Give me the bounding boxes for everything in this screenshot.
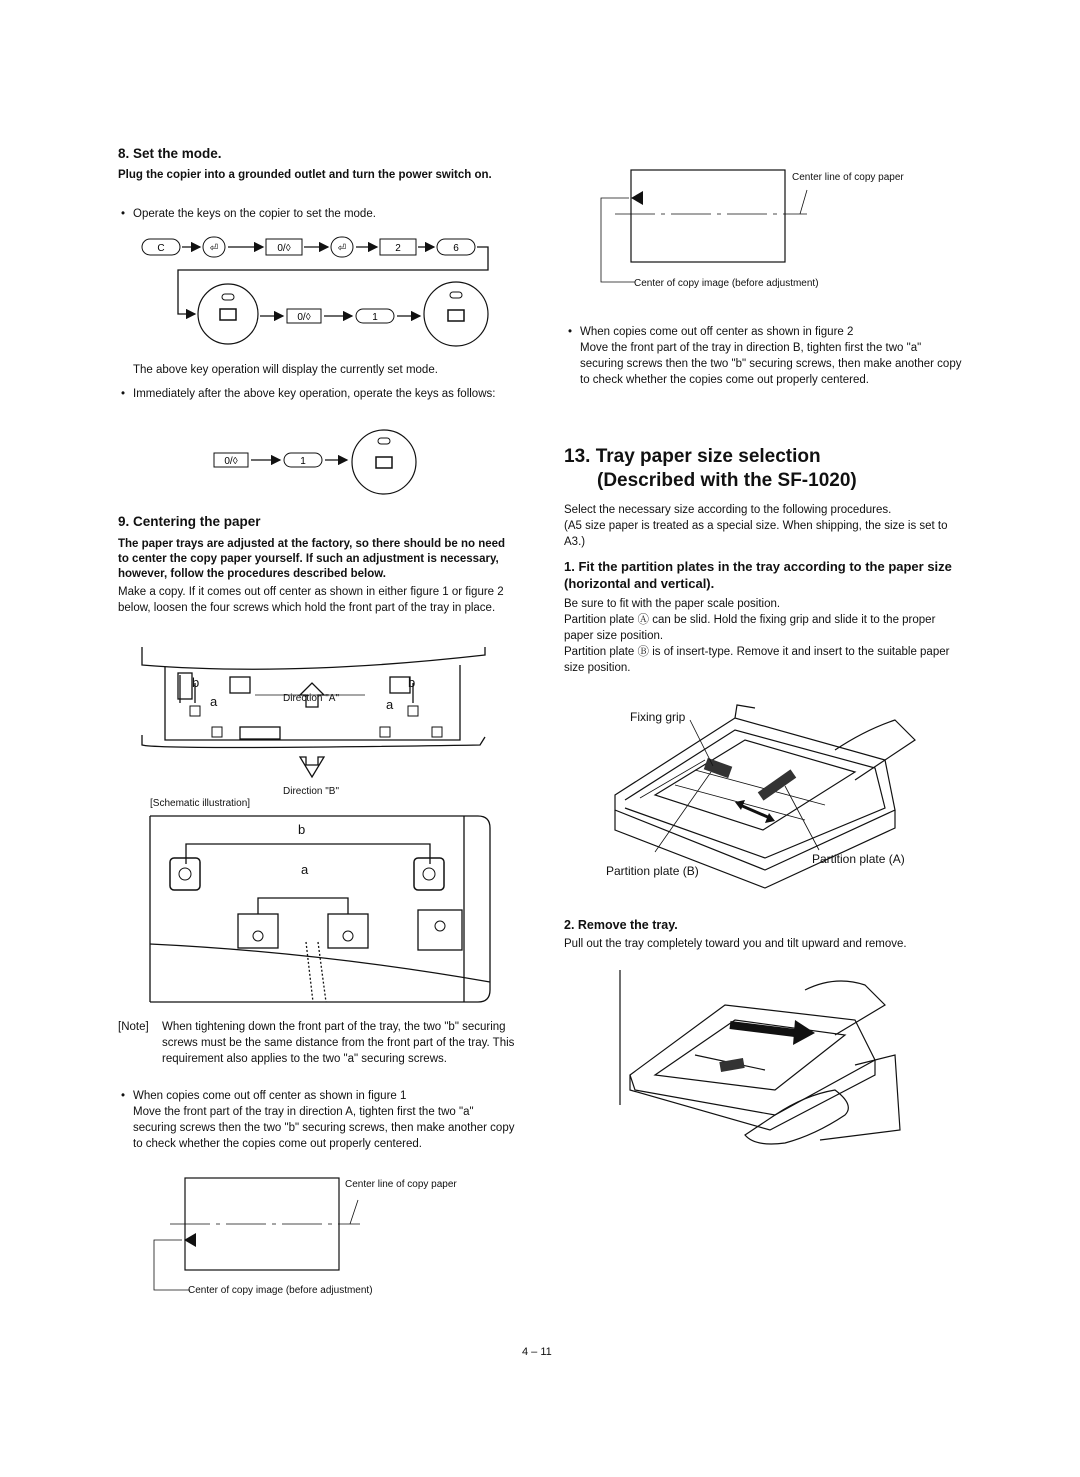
remove-tray-illustration <box>605 965 905 1150</box>
key-6: 6 <box>453 243 459 254</box>
note-label: [Note] <box>118 1021 149 1033</box>
step-2-heading: 2. Remove the tray. <box>564 918 678 932</box>
figure-1-bullet: • When copies come out off center as shown in figure 1 <box>133 1088 518 1104</box>
svg-text:1: 1 <box>300 456 306 467</box>
schematic-diagram <box>148 814 493 1004</box>
direction-a-label: Direction "A" <box>283 693 340 704</box>
figure-2-center-line-label: Center line of copy paper <box>792 172 904 183</box>
key-enter-icon: ⏎ <box>337 243 347 254</box>
figure-1-text: Move the front part of the tray in direction A, tighten first the two "a" securing screws then the two "b" securing screws, then make another copy to check whether the copies come out properly centered. <box>133 1106 515 1150</box>
step-2-text: Pull out the tray completely toward you and tilt upward and remove. <box>564 938 907 950</box>
schematic-label-b: b <box>298 822 306 837</box>
figure-1-center-image-label: Center of copy image (before adjustment) <box>188 1285 373 1296</box>
key-sequence-short <box>210 428 420 496</box>
schematic-label-a: a <box>301 862 309 877</box>
screw-label-b-left: b <box>192 675 200 690</box>
step-1-text-1: Be sure to fit with the paper scale position. <box>564 598 781 610</box>
key-2: 2 <box>395 243 401 254</box>
figure-1-diagram <box>150 1172 380 1300</box>
section-9-heading: 9. Centering the paper <box>118 514 261 529</box>
note-text: When tightening down the front part of the tray, the two "b" securing screws must be the same distance from the front part of the tray. This requirement also applies to the two "a" securing screws. <box>162 1021 515 1065</box>
section-9-text: Make a copy. If it comes out off center as shown in either figure 1 or figure 2 below, loosen the four screws which hold the front part of the tray in place. <box>118 586 504 614</box>
svg-text:1: 1 <box>372 312 378 323</box>
figure-1-center-line-label: Center line of copy paper <box>345 1179 457 1190</box>
screw-label-a-left: a <box>210 694 218 709</box>
step-1-text-2: Partition plate Ⓐ can be slid. Hold the fixing grip and slide it to the proper paper size position. <box>564 614 936 642</box>
section-8-instruction: Plug the copier into a grounded outlet and turn the power switch on. <box>118 169 492 181</box>
section-8-bullet-1: • Operate the keys on the copier to set the mode. <box>133 206 518 222</box>
figure-2-center-image-label: Center of copy image (before adjustment) <box>634 278 819 289</box>
key-c: C <box>157 243 165 254</box>
direction-b-label: Direction "B" <box>283 786 340 797</box>
screw-label-a-right: a <box>386 697 394 712</box>
key-zero: 0/◊ <box>277 243 291 254</box>
key-sequence-diagram <box>140 232 500 352</box>
step-1-text-3: Partition plate Ⓑ is of insert-type. Remove it and insert to the suitable paper size position. <box>564 646 950 674</box>
section-13-title-line2: (Described with the SF-1020) <box>597 470 857 491</box>
svg-text:0/◊: 0/◊ <box>297 312 311 323</box>
partition-plate-b-label: Partition plate (B) <box>606 864 699 878</box>
step-1-heading: 1. Fit the partition plates in the tray according to the paper size (horizontal and vertical). <box>564 559 952 591</box>
section-8-note: The above key operation will display the currently set mode. <box>133 364 438 376</box>
screw-label-b-right: b <box>408 675 416 690</box>
figure-2-diagram <box>595 166 825 294</box>
partition-plate-a-label: Partition plate (A) <box>812 852 905 866</box>
schematic-label: [Schematic illustration] <box>150 798 251 809</box>
fixing-grip-label: Fixing grip <box>630 710 686 724</box>
svg-text:0/◊: 0/◊ <box>224 456 238 467</box>
page-number: 4 – 11 <box>522 1346 552 1358</box>
tray-front-diagram <box>140 645 490 803</box>
section-8-heading: 8. Set the mode. <box>118 146 222 161</box>
section-13-title-line1: 13. Tray paper size selection <box>564 446 821 467</box>
section-9-instruction: The paper trays are adjusted at the factory, so there should be no need to center the copy paper yourself. If such an adjustment is necessary, however, follow the procedures described below. <box>118 538 506 580</box>
figure-2-text: Move the front part of the tray in direction B, tighten first the two "a" securing screws then the two "b" securing screws, then make another copy to check whether the copies come out properly centered. <box>580 342 962 386</box>
section-13-text: Select the necessary size according to the following procedures. <box>564 504 892 516</box>
key-enter-icon: ⏎ <box>209 243 219 254</box>
figure-2-bullet: • When copies come out off center as shown in figure 2 <box>580 324 963 340</box>
section-13-text-2: (A5 size paper is treated as a special size. When shipping, the size is set to A3.) <box>564 520 948 548</box>
section-8-bullet-2: • Immediately after the above key operation, operate the keys as follows: <box>133 386 518 402</box>
